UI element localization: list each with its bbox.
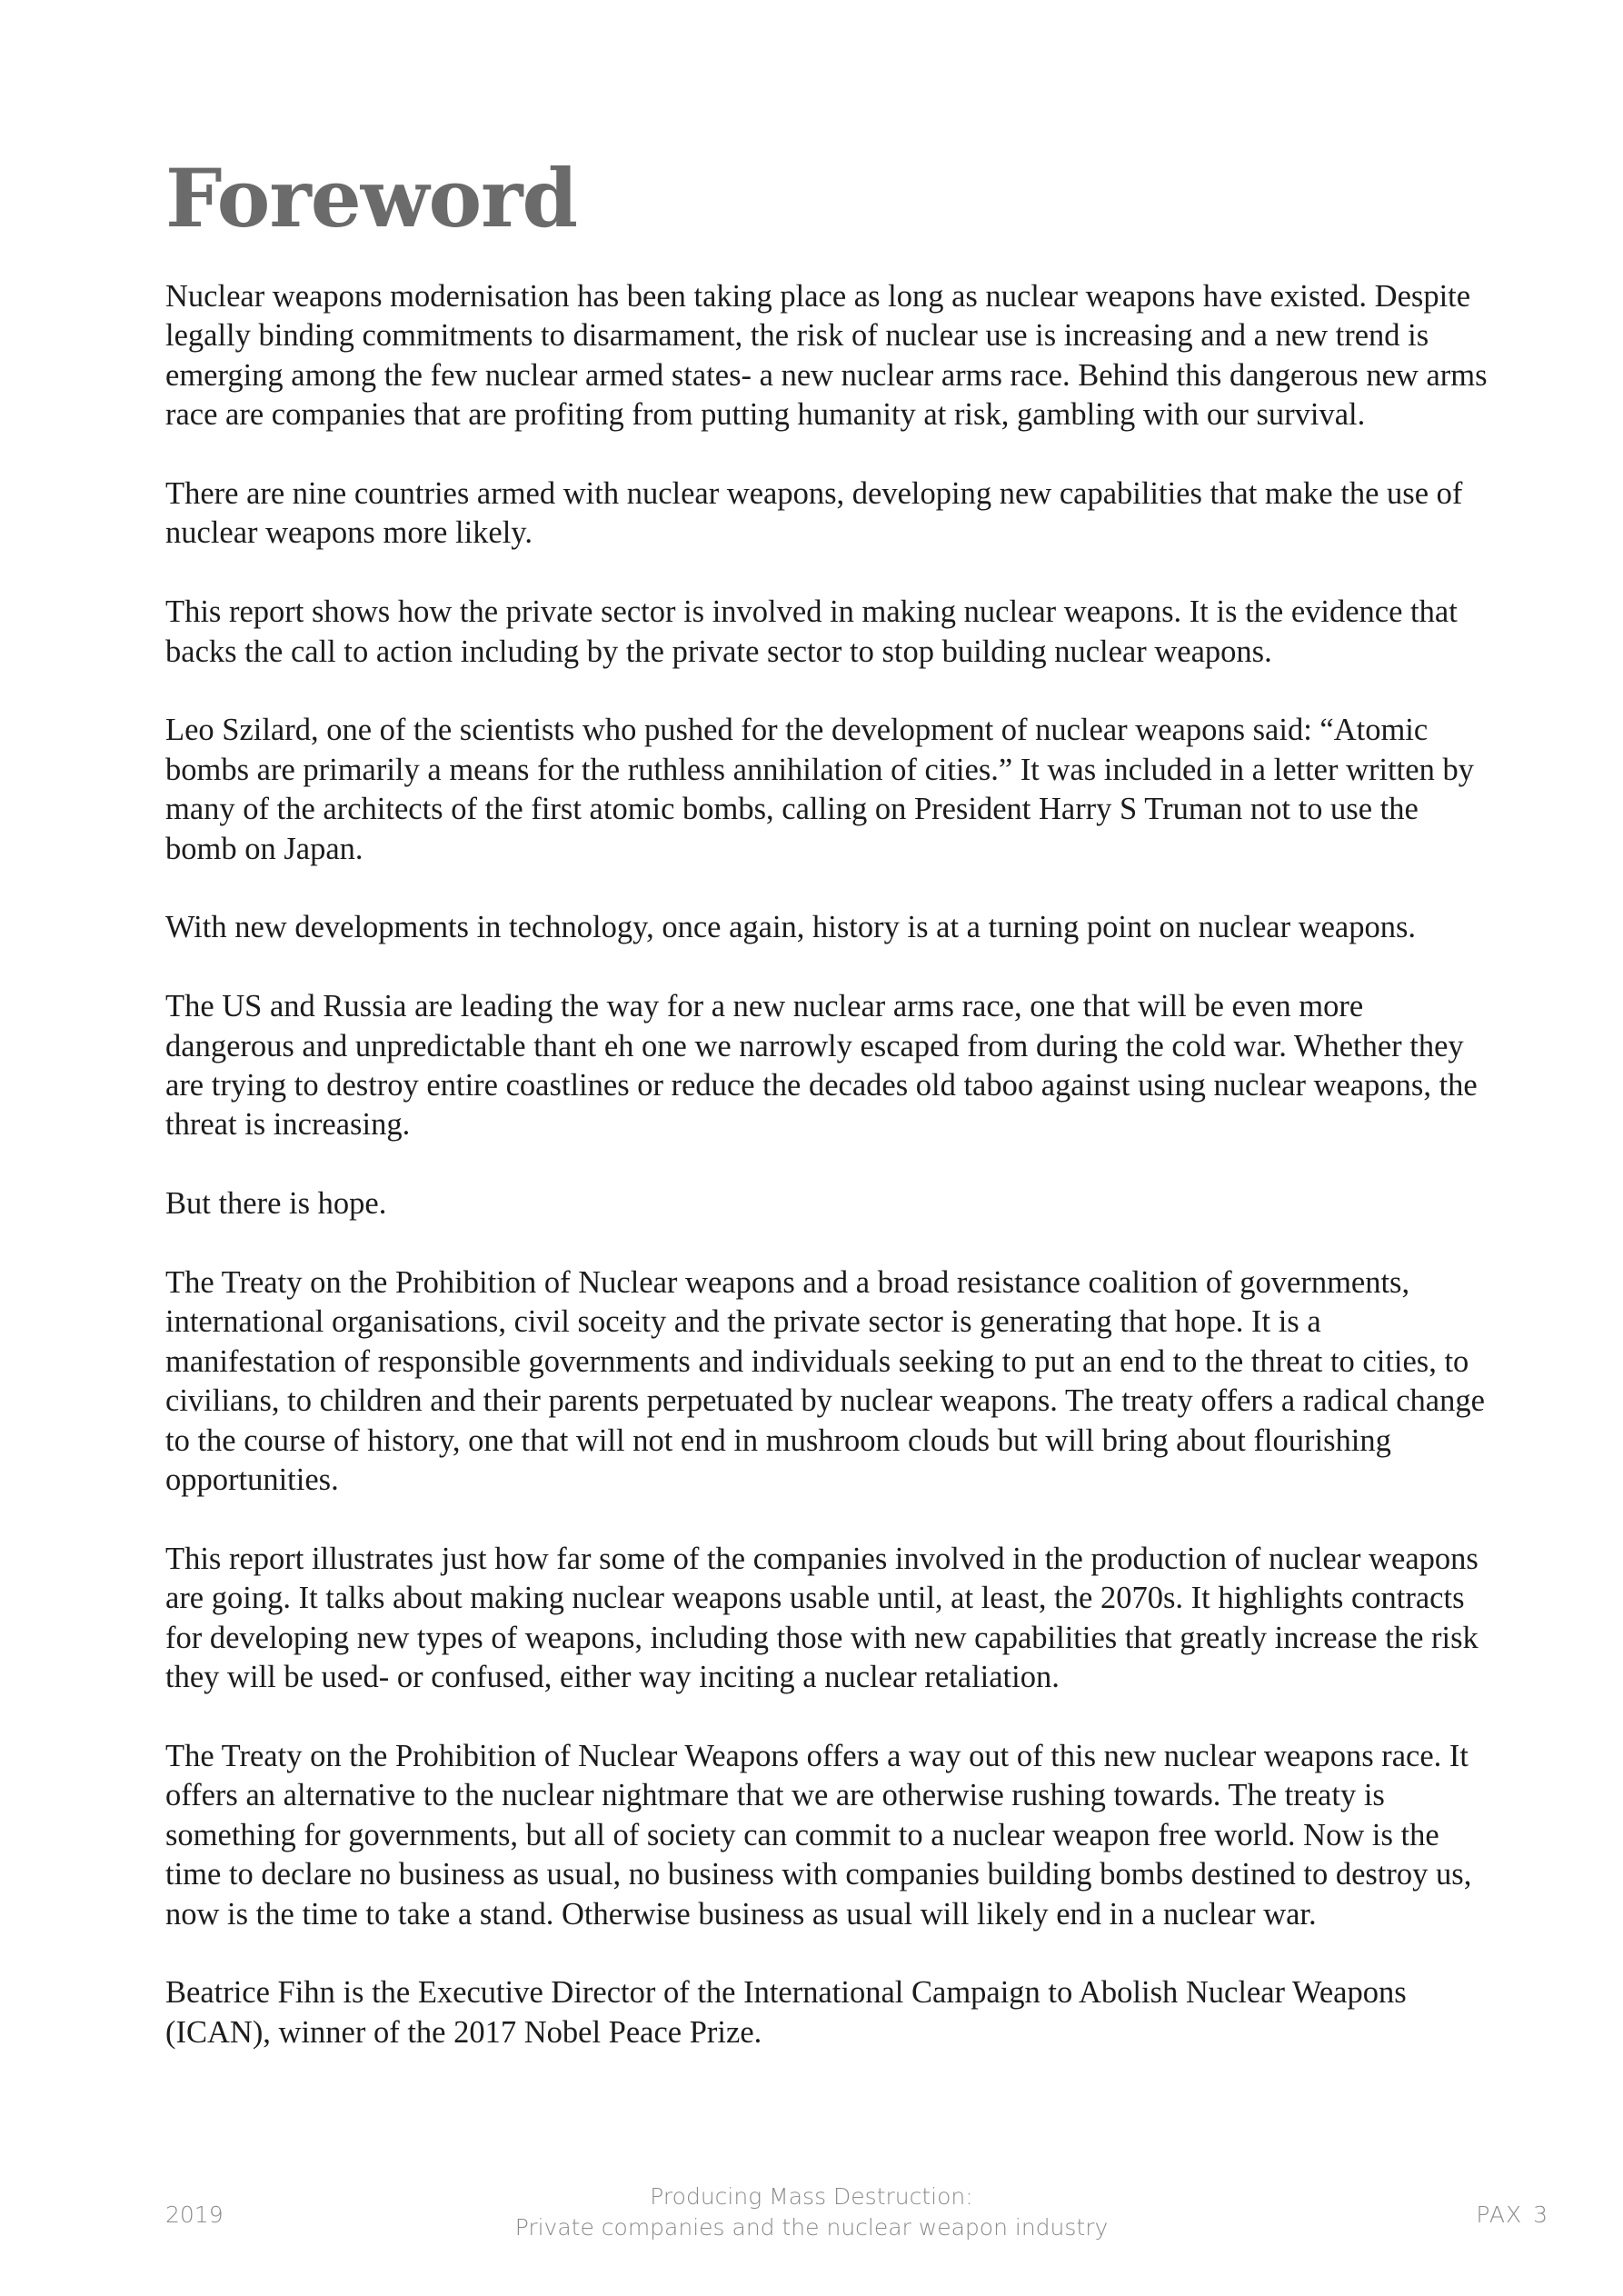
footer-publication-title	[0, 2181, 1623, 2243]
footer-page-marker	[1476, 2201, 1548, 2228]
paragraph: The Treaty on the Prohibition of Nuclear Weapons offers a way out of this new nuclear weapons race. It offers an alternative to the nuclear nightmare that we are otherwise rushing towards. The treaty is something for governments, but all of society can commit to a nuclear weapon free world. Now is the time to declare no business as usual, no business with companies building bombs destined to destroy us, now is the time to take a stand. Otherwise business as usual will likely end in a nuclear war.	[165, 1738, 1472, 1932]
paragraph: Nuclear weapons modernisation has been taking place as long as nuclear weapons have existed. Despite legally binding commitments to disarmament, the risk of nuclear use is increasing and a new trend is emerging among the few nuclear armed states- a new nuclear arms race. Behind this dangerous new arms race are companies that are profiting from putting humanity at risk, gambling with our survival.	[165, 279, 1488, 433]
paragraph: This report illustrates just how far some of the companies involved in the production of nuclear weapons are going. It talks about making nuclear weapons usable until, at least, the 2070s. It highlights contracts for developing new types of weapons, including those with new capabilities that greatly increase the risk they will be used- or confused, either way inciting a nuclear retaliation.	[165, 1541, 1479, 1695]
page-number: 3	[1533, 2201, 1548, 2228]
paragraph: The US and Russia are leading the way for a new nuclear arms race, one that will be even more dangerous and unpredictable thant eh one we narrowly escaped from during the cold war. Whether they are trying to destroy entire coastlines or reduce the decades old taboo against using nuclear weapons, the threat is increasing.	[165, 989, 1478, 1143]
footer-year: 2019	[165, 2201, 224, 2228]
footer-title-line-2: Private companies and the nuclear weapon industry	[514, 2214, 1109, 2241]
paragraph: This report shows how the private sector is involved in making nuclear weapons. It is the evidence that backs the call to action including by the private sector to stop building nuclear weapons.	[165, 594, 1458, 669]
paragraph: With new developments in technology, once again, history is at a turning point on nuclear weapons.	[165, 910, 1417, 945]
paragraph: There are nine countries armed with nuclear weapons, developing new capabilities that make the use of nuclear weapons more likely.	[165, 476, 1463, 551]
page-title: Foreword	[165, 151, 578, 245]
foreword-body	[165, 277, 1492, 2092]
paragraph: Leo Szilard, one of the scientists who pushed for the development of nuclear weapons said: “Atomic bombs are primarily a means for the ruthless annihilation of cities.” It was included in a letter written by many of the architects of the first atomic bombs, calling on President Harry S Truman not to use the bomb on Japan.	[165, 713, 1474, 866]
paragraph: Beatrice Fihn is the Executive Director of the International Campaign to Abolish Nuclear Weapons (ICAN), winner of the 2017 Nobel Peace Prize.	[165, 1975, 1407, 2050]
footer-title-line-1: Producing Mass Destruction:	[650, 2183, 973, 2210]
paragraph: But there is hope.	[165, 1186, 387, 1222]
paragraph: The Treaty on the Prohibition of Nuclear weapons and a broad resistance coalition of governments, international organisations, civil soceity and the private sector is generating that hope. It is a manifestation of responsible governments and individuals seeking to put an end to the threat to cities, to civilians, to children and their parents perpetuated by nuclear weapons. The treaty offers a radical change to the course of history, one that will not end in mushroom clouds but will bring about flourishing opportunities.	[165, 1265, 1485, 1498]
footer-publisher: PAX	[1476, 2201, 1523, 2228]
